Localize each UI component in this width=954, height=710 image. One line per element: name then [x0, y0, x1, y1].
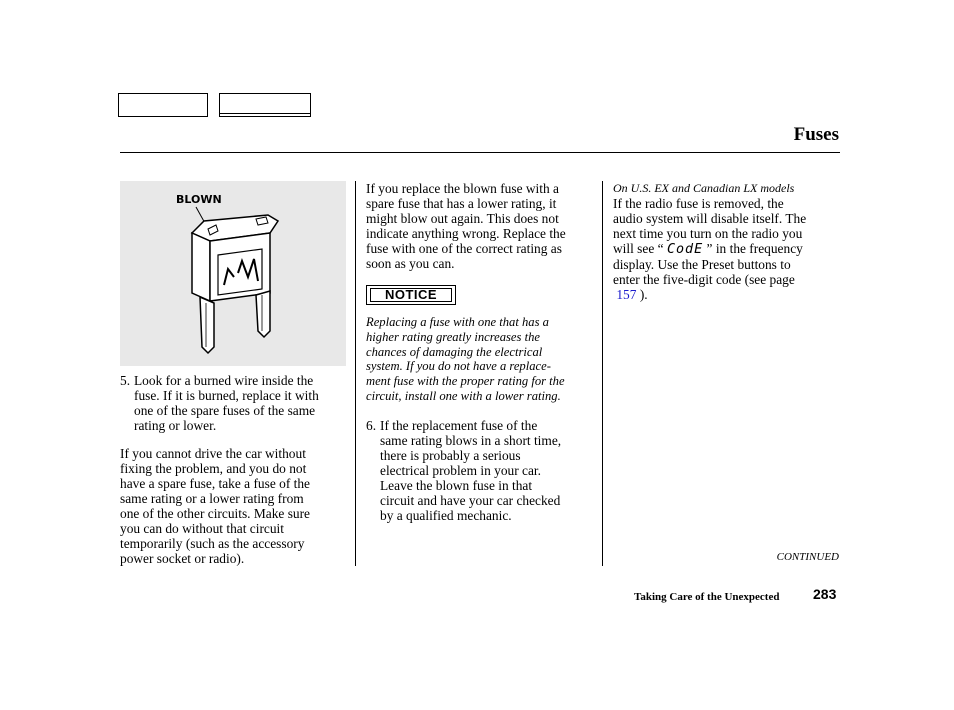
continued-label: CONTINUED — [776, 551, 839, 563]
notice-line-5: ment fuse with the proper rating for the — [366, 374, 565, 389]
radio-line-5: display. Use the Preset buttons to — [613, 256, 791, 272]
no-spare-paragraph — [120, 446, 350, 566]
notice-line-3: chances of damaging the electrical — [366, 344, 543, 359]
step-6 — [366, 418, 598, 523]
nav-box-next[interactable] — [219, 93, 311, 117]
title-rule — [120, 152, 840, 153]
no-spare-line-7: temporarily (such as the accessory — [120, 536, 305, 551]
no-spare-line-4: same rating or a lower rating from — [120, 491, 304, 506]
step-6-line-3: there is probably a serious — [380, 448, 521, 463]
column-divider-2 — [602, 181, 603, 566]
step-5-number: 5. — [120, 373, 131, 388]
models-note: On U.S. EX and Canadian LX models — [613, 181, 795, 195]
radio-line-7-post: ). — [639, 286, 648, 302]
code-display-glyph: CodE — [666, 241, 704, 257]
step-5-line-3: one of the spare fuses of the same — [134, 403, 316, 418]
radio-line-4-pre: will see “ — [613, 240, 664, 256]
lower-rating-line-5: fuse with one of the correct rating as — [366, 241, 562, 256]
section-footer: Taking Care of the Unexpected — [634, 591, 780, 603]
radio-line-6: enter the five-digit code (see page — [613, 271, 795, 287]
no-spare-line-5: one of the other circuits. Make sure — [120, 506, 311, 521]
page-title: Fuses — [793, 124, 839, 145]
step-6-line-6: circuit and have your car checked — [380, 493, 561, 508]
step-5-line-1: Look for a burned wire inside the — [134, 373, 314, 388]
step-5-line-4: rating or lower. — [134, 418, 217, 433]
step-6-line-7: by a qualified mechanic. — [380, 508, 512, 523]
no-spare-line-8: power socket or radio). — [120, 551, 245, 566]
step-6-line-4: electrical problem in your car. — [380, 463, 541, 478]
no-spare-line-6: you can do without that circuit — [120, 521, 284, 536]
page-157-link[interactable]: 157 — [616, 286, 637, 302]
notice-badge: NOTICE — [366, 285, 456, 305]
step-6-line-5: Leave the blown fuse in that — [380, 478, 533, 493]
lower-rating-line-2: spare fuse that has a lower rating, it — [366, 196, 557, 211]
radio-line-2: audio system will disable itself. The — [613, 210, 807, 226]
notice-line-2: higher rating greatly increases the — [366, 329, 540, 344]
radio-line-3: next time you turn on the radio you — [613, 225, 803, 241]
notice-line-6: circuit, install one with a lower rating. — [366, 388, 561, 403]
radio-line-4-post: ” in the frequency — [706, 240, 803, 256]
step-6-line-1: If the replacement fuse of the — [380, 418, 538, 433]
nav-box-previous[interactable] — [118, 93, 208, 117]
lower-rating-line-1: If you replace the blown fuse with a — [366, 181, 559, 196]
step-5 — [120, 373, 350, 433]
no-spare-line-2: fixing the problem, and you do not — [120, 461, 307, 476]
fuse-drawing — [120, 181, 346, 366]
lower-rating-line-6: soon as you can. — [366, 256, 455, 271]
lower-rating-paragraph — [366, 181, 598, 271]
column-divider-1 — [355, 181, 356, 566]
lower-rating-line-4: indicate anything wrong. Replace the — [366, 226, 566, 241]
page-number: 283 — [813, 586, 837, 602]
step-6-line-2: same rating blows in a short time, — [380, 433, 562, 448]
step-5-line-2: fuse. If it is burned, replace it with — [134, 388, 319, 403]
radio-line-4 — [613, 241, 843, 257]
radio-line-1: If the radio fuse is removed, the — [613, 195, 784, 211]
radio-line-7 — [613, 287, 843, 302]
lower-rating-line-3: might blow out again. This does not — [366, 211, 559, 226]
radio-code-section — [613, 181, 843, 302]
notice-line-4: system. If you do not have a replace- — [366, 359, 551, 374]
step-6-number: 6. — [366, 418, 377, 433]
blown-callout-label: BLOWN — [176, 193, 222, 206]
no-spare-line-3: have a spare fuse, take a fuse of the — [120, 476, 310, 491]
blown-fuse-illustration — [120, 181, 346, 366]
notice-line-1: Replacing a fuse with one that has a — [366, 315, 549, 329]
no-spare-line-1: If you cannot drive the car without — [120, 446, 306, 461]
notice-text — [366, 315, 600, 404]
